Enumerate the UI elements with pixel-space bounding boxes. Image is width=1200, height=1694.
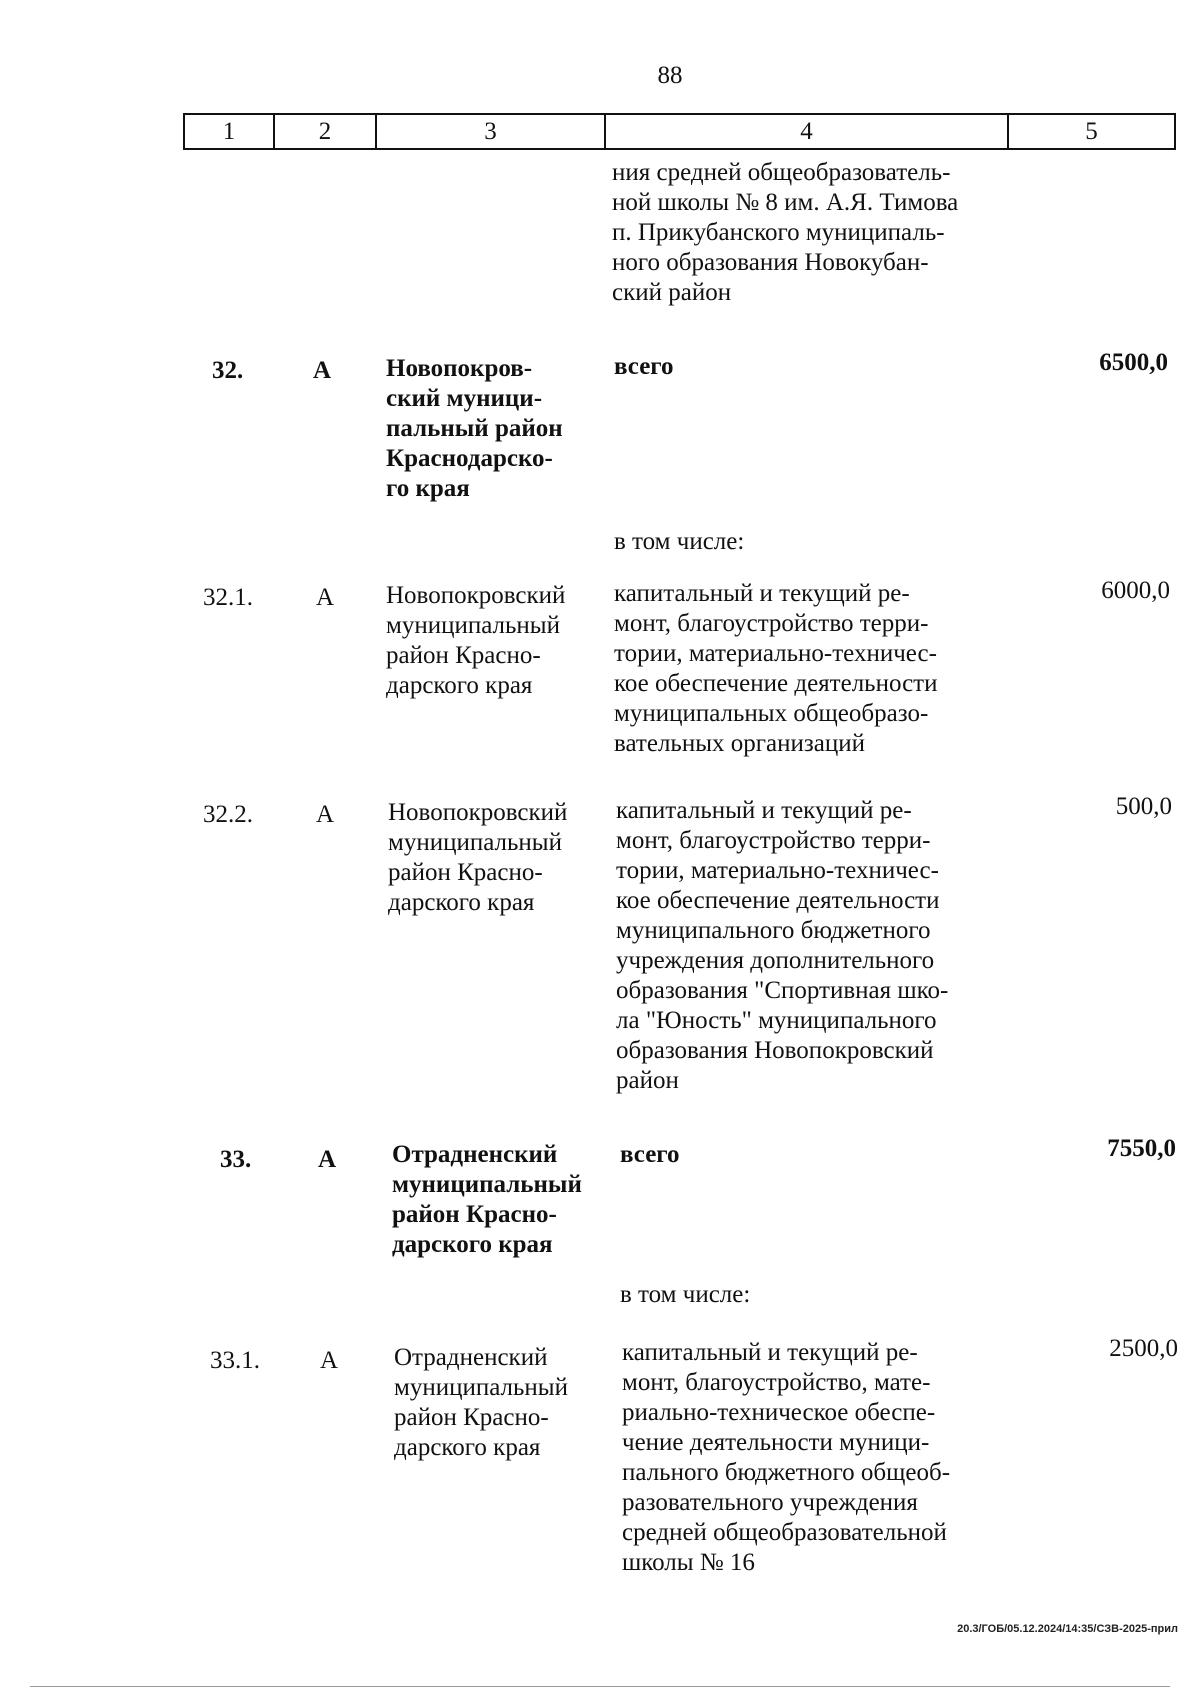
row-amount: 6000,0 <box>1101 577 1170 604</box>
row-category: А <box>318 1146 337 1173</box>
row-municipality: Новопокровский муниципальный район Красно- дарского края <box>386 582 566 699</box>
row-number: 32.2. <box>203 801 253 828</box>
row-amount: 7550,0 <box>1107 1135 1176 1162</box>
subtotal-label: в том числе: <box>614 528 745 555</box>
row-category: А <box>316 801 335 828</box>
row-description: капитальный и текущий ре- монт, благоустройство терри- тории, материально-техничес- кое обеспечение деятельности муниципального бюджетного учреждения дополнительного образования "Спортивная шко- ла "Юность" муниципального образования Новопокровский район <box>616 797 949 1094</box>
scan-edge-line <box>30 1686 1170 1687</box>
row-number: 32.1. <box>203 584 253 611</box>
row-amount: 6500,0 <box>1099 349 1168 376</box>
row-amount: 500,0 <box>1115 793 1172 820</box>
continuation-description: ния средней общеобразователь- ной школы № 8 им. А.Я. Тимова п. Прикубанского муниципаль- ного образования Новокубан- ский район <box>612 159 959 306</box>
row-category: А <box>320 1347 339 1374</box>
column-header-5: 5 <box>1085 118 1098 145</box>
subtotal-label: в том числе: <box>620 1281 751 1308</box>
column-header-1: 1 <box>222 118 236 145</box>
column-header-2: 2 <box>318 118 332 145</box>
row-municipality: Новопокровский муниципальный район Красно- дарского края <box>388 799 568 916</box>
document-stamp: 20.3/ГОБ/05.12.2024/14:35/СЗВ-2025-прил <box>957 1623 1178 1635</box>
row-municipality: Новопокров- ский муници- пальный район Краснодарско- го края <box>386 355 563 502</box>
page-number: 88 <box>657 62 683 89</box>
row-description: всего <box>614 353 674 380</box>
row-description: всего <box>620 1141 680 1168</box>
row-municipality: Отрадненский муниципальный район Красно- дарского края <box>394 1344 568 1461</box>
row-number: 33. <box>220 1146 252 1173</box>
column-header-row <box>183 113 1176 150</box>
row-category: А <box>316 584 335 611</box>
column-header-3: 3 <box>484 118 497 145</box>
row-number: 32. <box>212 357 244 384</box>
row-amount: 2500,0 <box>1109 1335 1178 1362</box>
column-header-4: 4 <box>800 118 813 145</box>
row-category: А <box>313 357 332 384</box>
row-description: капитальный и текущий ре- монт, благоустройство терри- тории, материально-техничес- кое обеспечение деятельности муниципальных общеобразо- вательных организаций <box>614 580 938 757</box>
row-description: капитальный и текущий ре- монт, благоустройство, мате- риально-техническое обеспе- чение деятельности муници- пального бюджетного общеоб- разовательного учреждения средней общеобразовательной школы № 16 <box>622 1339 951 1576</box>
row-number: 33.1. <box>210 1347 260 1374</box>
row-municipality: Отрадненский муниципальный район Красно- дарского края <box>392 1141 582 1258</box>
